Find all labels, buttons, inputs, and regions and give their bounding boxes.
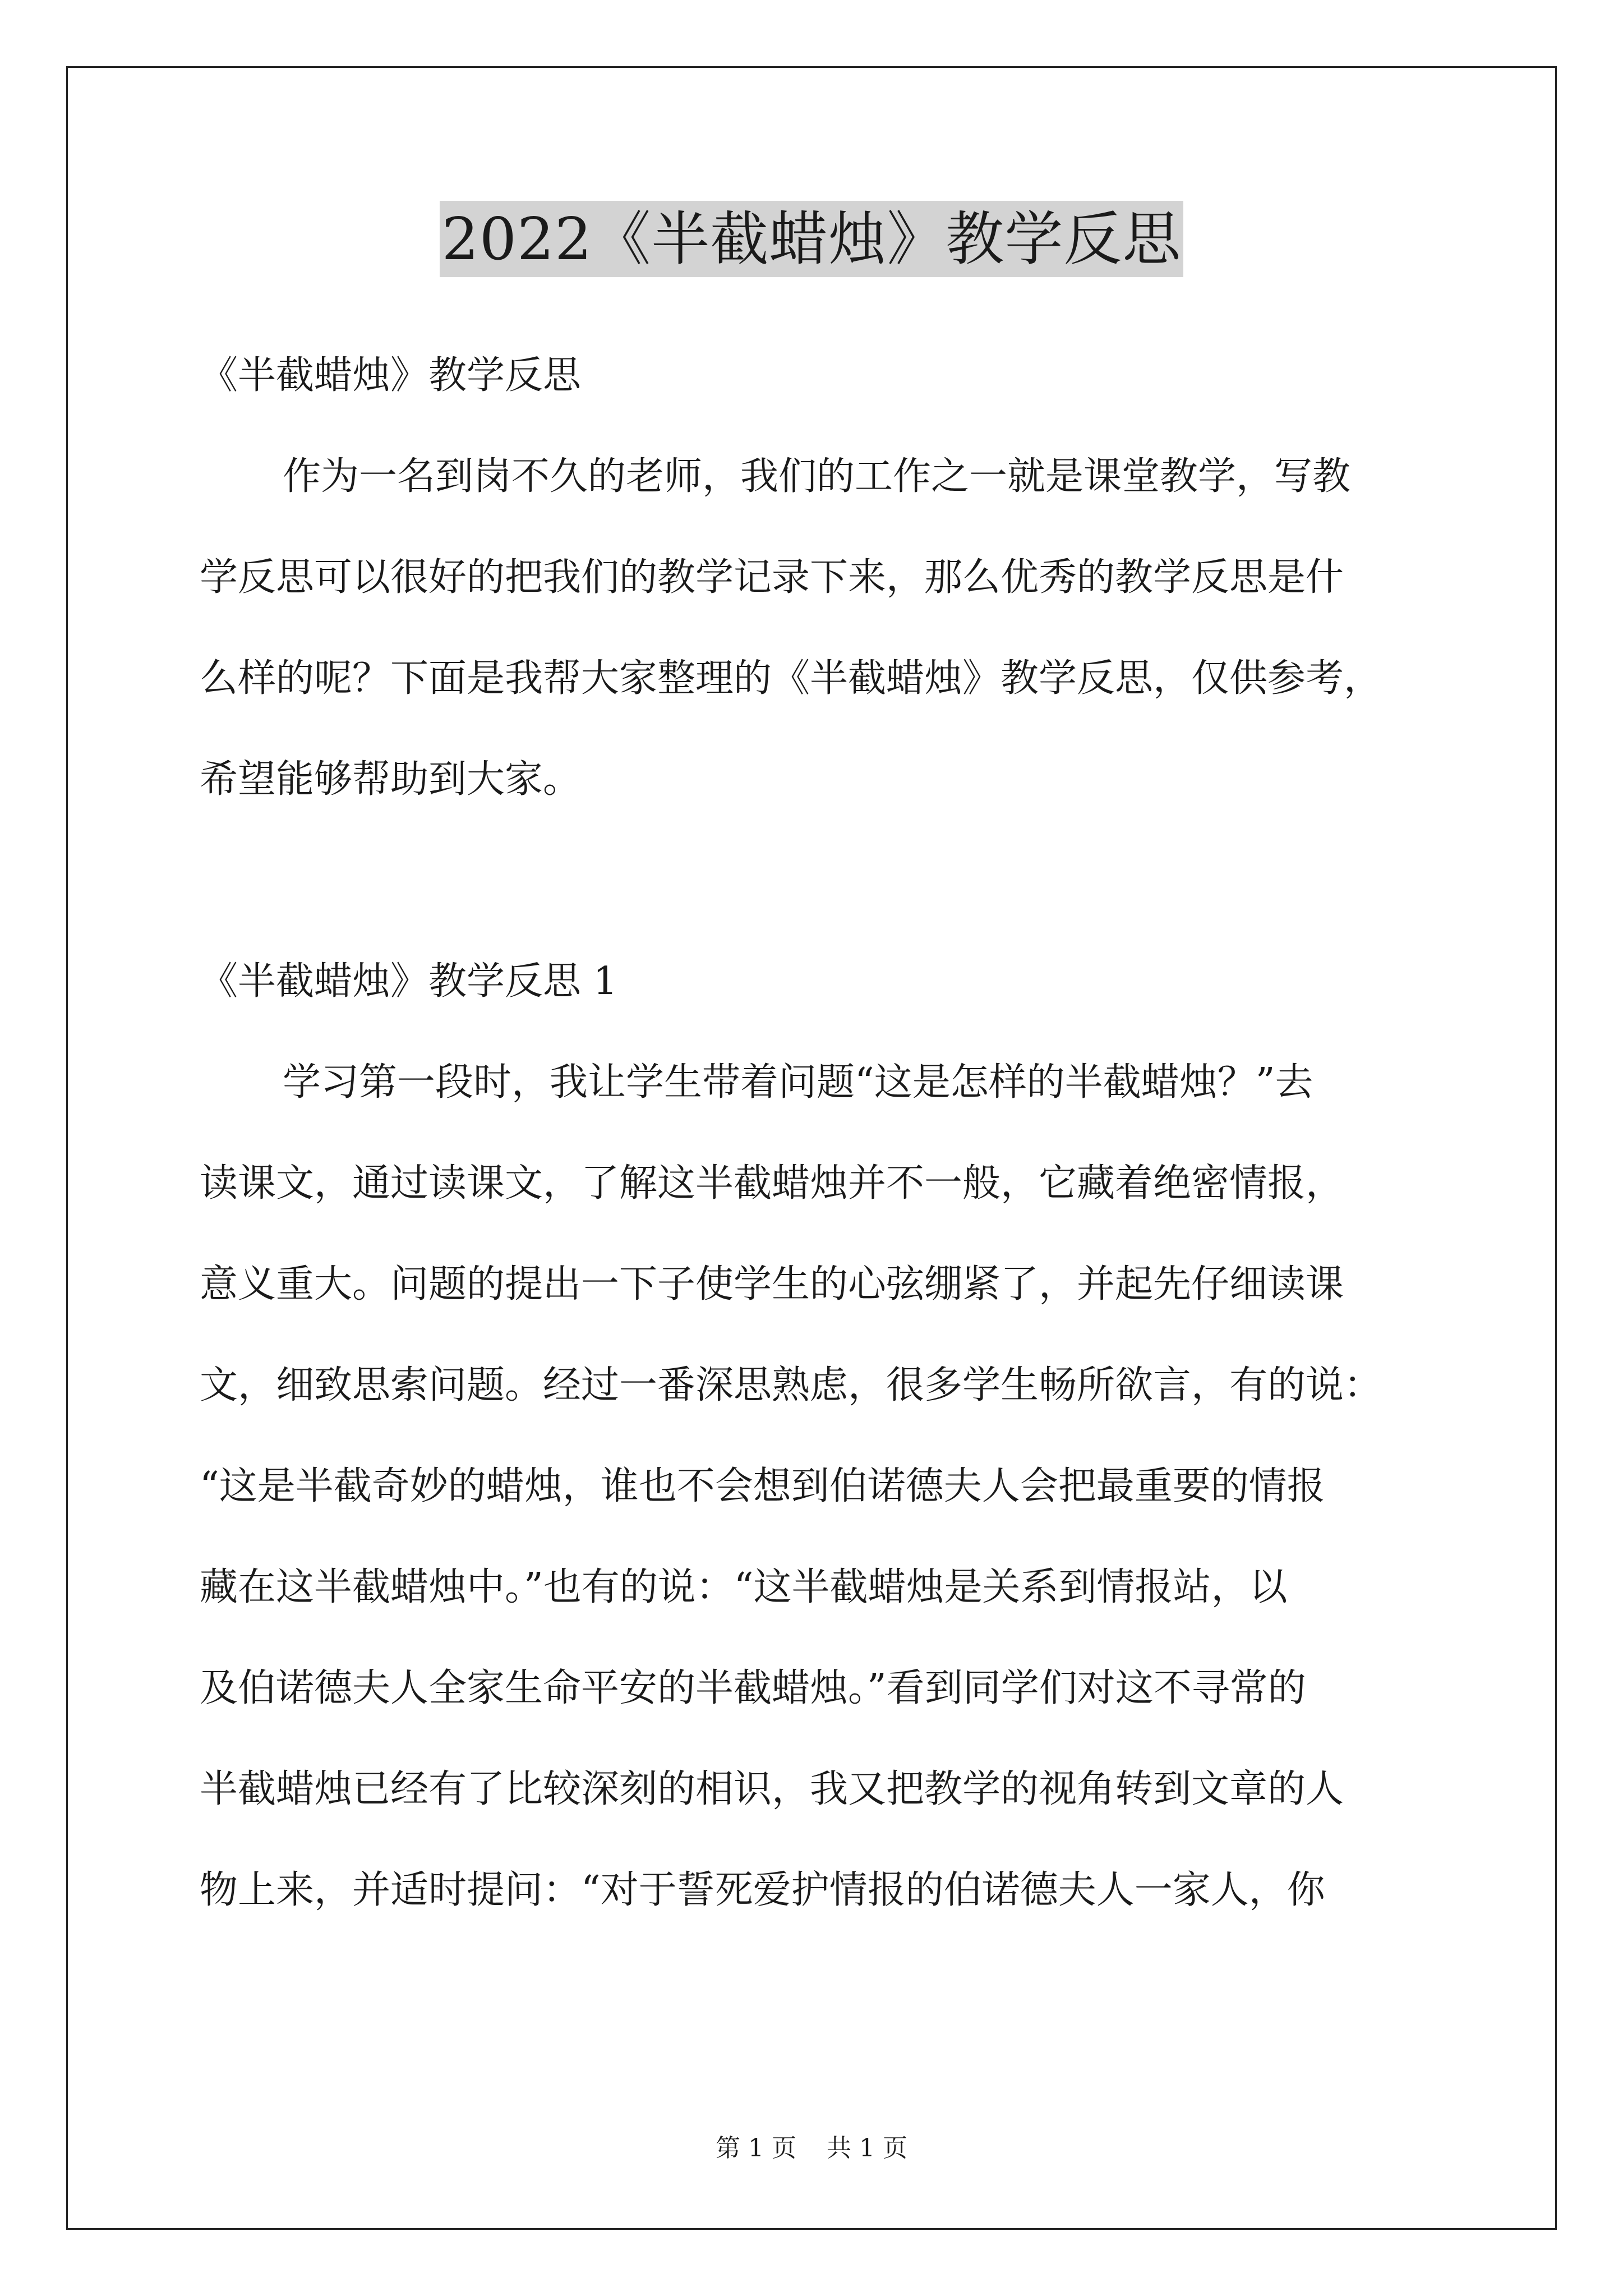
paragraph-line: 学反思可以很好的把我们的教学记录下来，那么优秀的教学反思是什: [200, 555, 1344, 600]
paragraph-line: 半截蜡烛已经有了比较深刻的相识，我又把教学的视角转到文章的人: [200, 1767, 1344, 1811]
title-container: [0, 201, 1623, 277]
paragraph-line: “这是半截奇妙的蜡烛，谁也不会想到伯诺德夫人会把最重要的情报: [200, 1464, 1325, 1508]
page-number-current: 第 1 页: [716, 2134, 796, 2162]
paragraph-line: 及伯诺德夫人全家生命平安的半截蜡烛。”看到同学们对这不寻常的: [200, 1666, 1306, 1710]
page-number-total: 共 1 页: [827, 2134, 907, 2162]
document-title: 2022《半截蜡烛》教学反思: [440, 201, 1184, 277]
paragraph-line: 物上来，并适时提问：“对于誓死爱护情报的伯诺德夫人一家人，你: [200, 1868, 1325, 1912]
section-heading-intro: 《半截蜡烛》教学反思: [200, 353, 582, 398]
paragraph-line: 么样的呢？下面是我帮大家整理的《半截蜡烛》教学反思，仅供参考，: [200, 656, 1382, 701]
paragraph-line: 读课文，通过读课文，了解这半截蜡烛并不一般，它藏着绝密情报，: [200, 1161, 1344, 1205]
paragraph-line: 作为一名到岗不久的老师，我们的工作之一就是课堂教学，写教: [283, 454, 1351, 499]
section-heading-1: 《半截蜡烛》教学反思 1: [200, 959, 617, 1004]
paragraph-line: 意义重大。问题的提出一下子使学生的心弦绷紧了，并起先仔细读课: [200, 1262, 1344, 1306]
section-1-paragraph: [200, 1055, 1433, 1918]
paragraph-line: 希望能够帮助到大家。: [200, 757, 582, 802]
paragraph-line: 文，细致思索问题。经过一番深思熟虑，很多学生畅所欲言，有的说：: [200, 1363, 1382, 1407]
paragraph-line: 藏在这半截蜡烛中。”也有的说：“这半截蜡烛是关系到情报站，以: [200, 1565, 1288, 1609]
paragraph-line: 学习第一段时，我让学生带着问题“这是怎样的半截蜡烛？”去: [283, 1060, 1313, 1105]
page-footer: [0, 2133, 1623, 2164]
document-body: [200, 337, 1433, 1918]
intro-paragraph: [200, 449, 1433, 808]
